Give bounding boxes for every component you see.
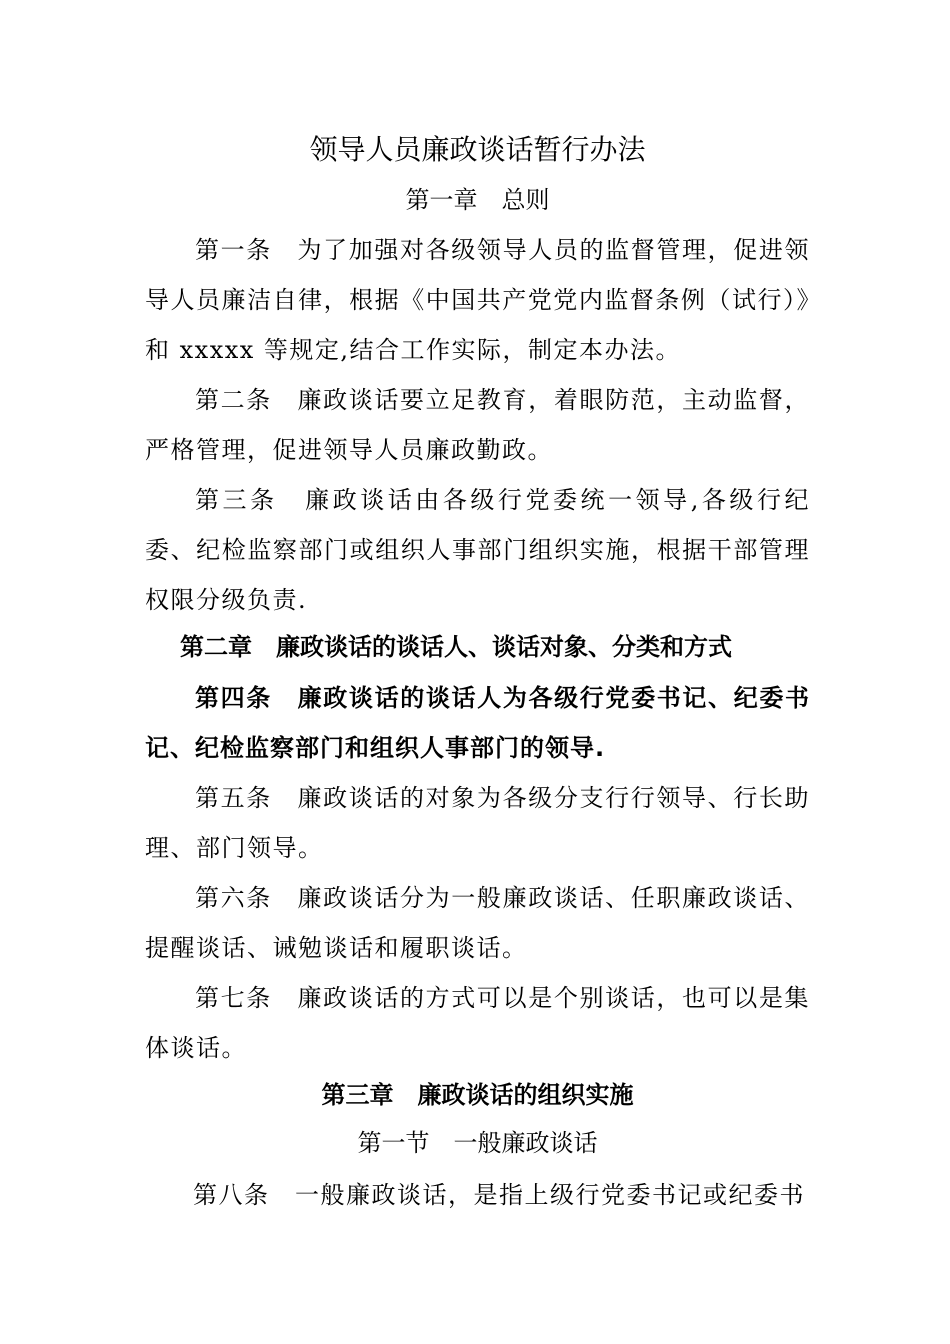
chapter-3-heading: 第三章 廉政谈话的组织实施 [321,1081,634,1109]
article-1: 第一条 为了加强对各级领导人员的监督管理，促进领导人员廉洁自律，根据《中国共产党党内监督条例（试行）》和 xxxxx 等规定,结合工作实际，制定本办法。 [145,236,810,364]
article-3: 第三条 廉政谈话由各级行党委统一领导,各级行纪委、纪检监察部门或组织人事部门组织实施，根据干部管理权限分级负责. [145,486,810,614]
article-6: 第六条 廉政谈话分为一般廉政谈话、任职廉政谈话、提醒谈话、诫勉谈话和履职谈话。 [145,884,810,962]
chapter-1-heading: 第一章 总则 [405,186,550,214]
article-4: 第四条 廉政谈话的谈话人为各级行党委书记、纪委书记、纪检监察部门和组织人事部门的领导. [145,684,810,762]
article-5: 第五条 廉政谈话的对象为各级分支行行领导、行长助理、部门领导。 [145,784,810,862]
article-7: 第七条 廉政谈话的方式可以是个别谈话，也可以是集体谈话。 [145,984,810,1062]
article-8: 第八条 一般廉政谈话，是指上级行党委书记或纪委书 [193,1181,805,1209]
section-1-heading: 第一节 一般廉政谈话 [357,1129,598,1157]
article-2: 第二条 廉政谈话要立足教育，着眼防范，主动监督，严格管理，促进领导人员廉政勤政。 [145,386,810,464]
document-title: 领导人员廉政谈话暂行办法 [309,133,646,166]
chapter-2-heading: 第二章 廉政谈话的谈话人、谈话对象、分类和方式 [180,633,732,661]
